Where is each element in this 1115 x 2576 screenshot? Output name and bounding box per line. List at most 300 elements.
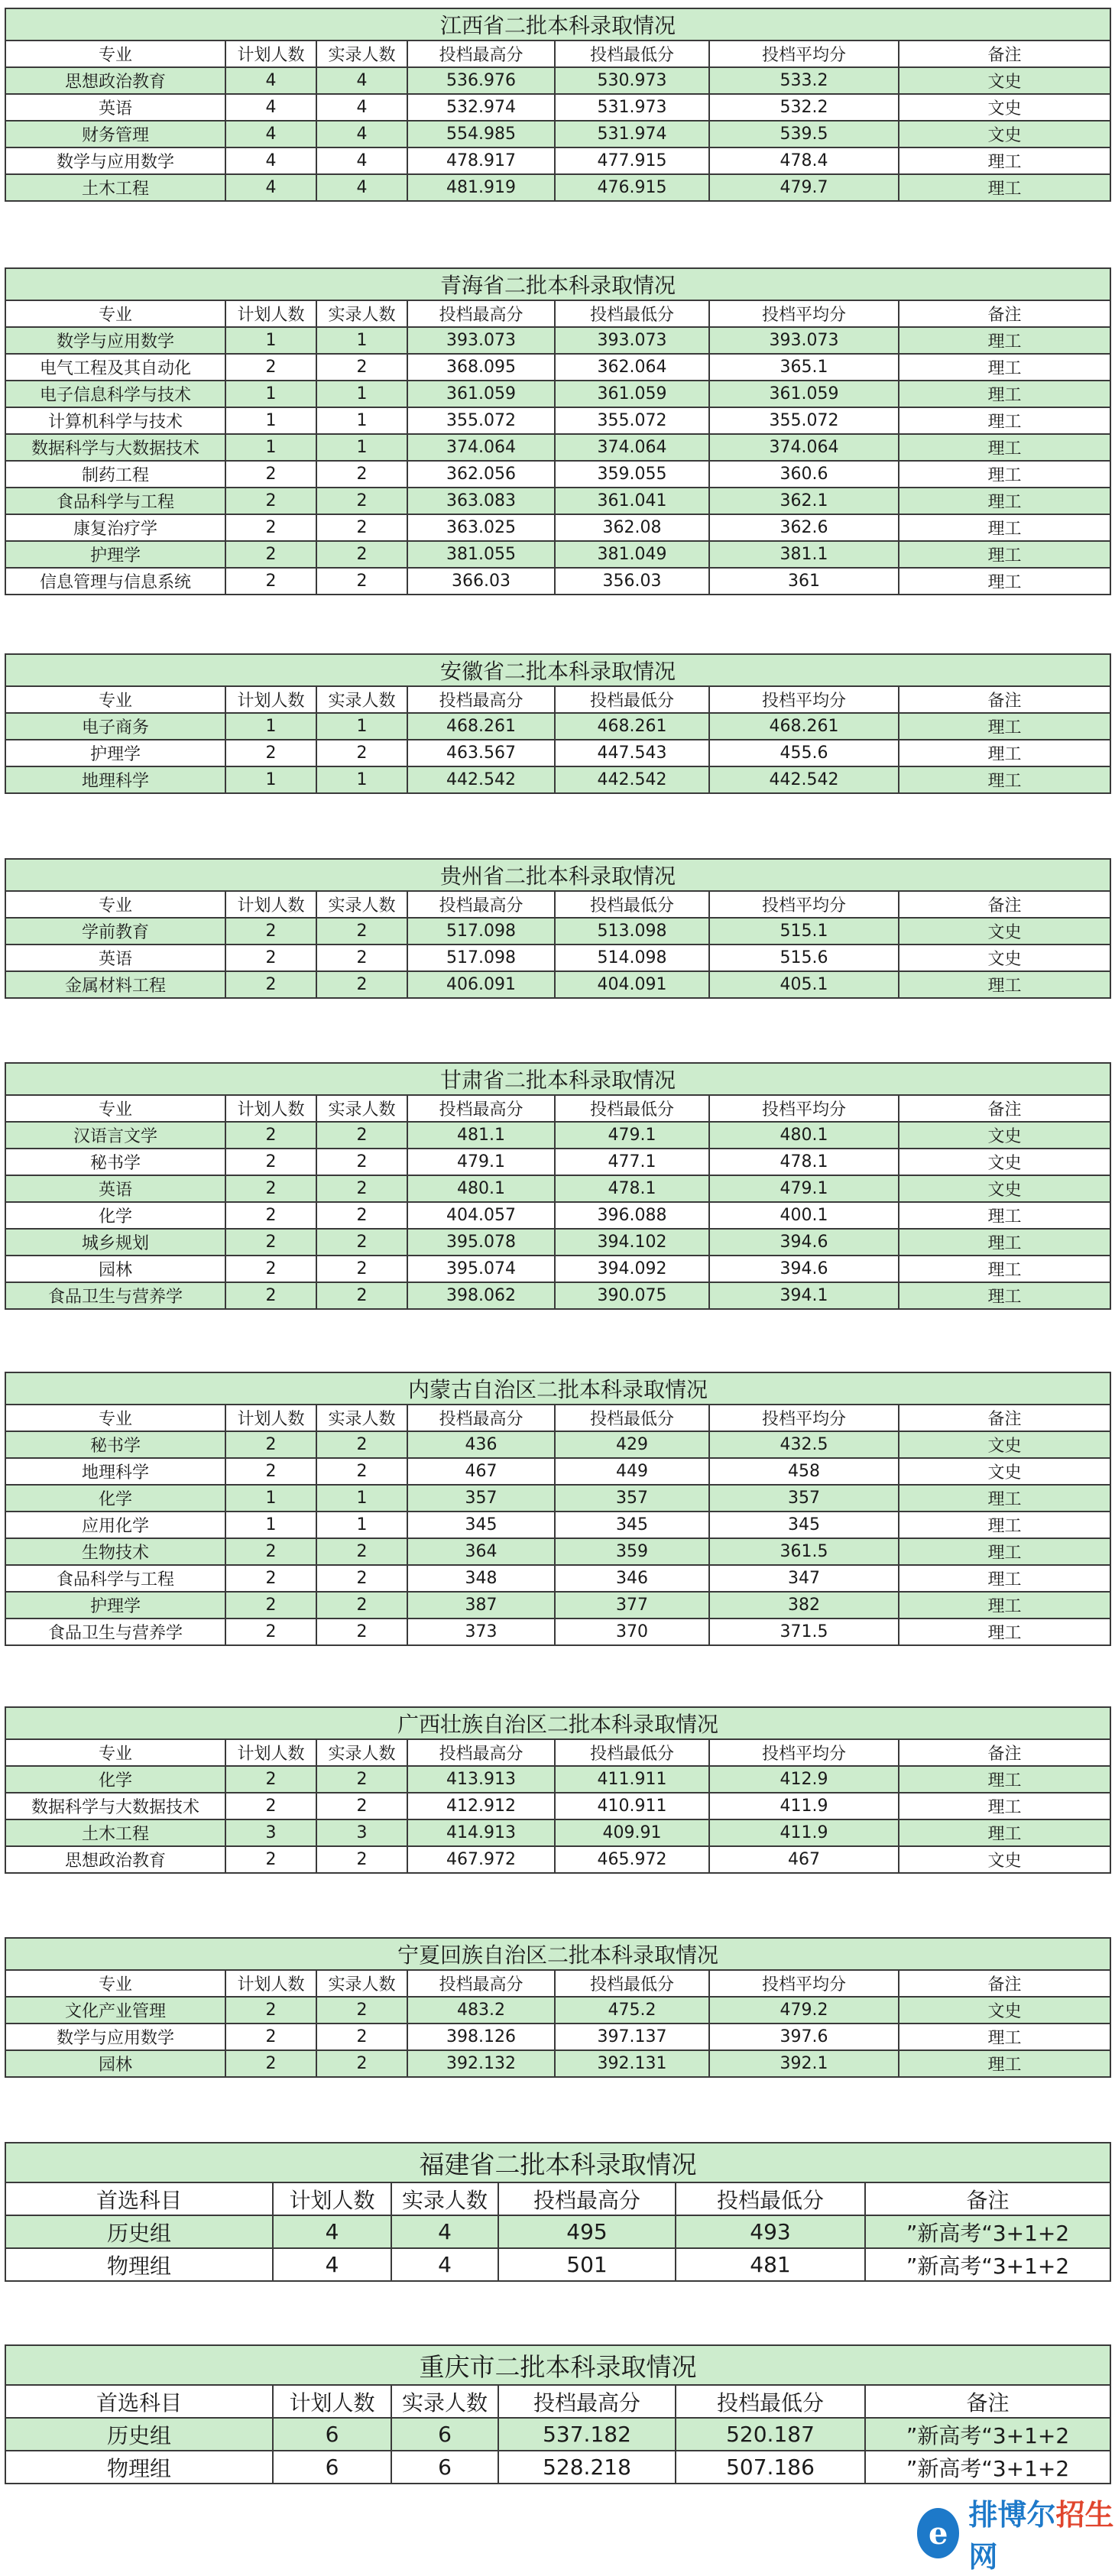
- table-cell: 2: [316, 1282, 407, 1309]
- table-cell: 517.098: [407, 945, 555, 971]
- column-header: 实录人数: [316, 300, 407, 327]
- table-row: [5, 1256, 1110, 1282]
- table-row: [5, 1997, 1110, 2024]
- table-cell: 4: [225, 174, 316, 201]
- table-cell: 364: [407, 1538, 555, 1565]
- table-row: [5, 174, 1110, 201]
- table-cell: 395.078: [407, 1229, 555, 1256]
- table-cell: 2: [225, 1997, 316, 2024]
- column-header: 备注: [899, 1739, 1110, 1766]
- table-cell: 501: [498, 2248, 676, 2281]
- table-cell: 理工: [899, 434, 1110, 461]
- column-header: 首选科目: [5, 2182, 273, 2215]
- table-title: 江西省二批本科录取情况: [5, 8, 1110, 41]
- admission-table-tables-4: [5, 1062, 1110, 1310]
- table-row: [5, 2050, 1110, 2077]
- table-cell: 362.6: [709, 514, 899, 541]
- table-cell: 2: [225, 740, 316, 766]
- table-cell: 理工: [899, 766, 1110, 793]
- table-cell: 355.072: [709, 407, 899, 434]
- table-cell: 2: [316, 1458, 407, 1485]
- table-row: [5, 1175, 1110, 1202]
- column-header: 计划人数: [225, 1970, 316, 1997]
- table-cell: 2: [225, 1592, 316, 1619]
- table-cell: 476.915: [555, 174, 709, 201]
- table-cell: 405.1: [709, 971, 899, 998]
- table-cell: 345: [555, 1512, 709, 1538]
- table-cell: 393.073: [555, 327, 709, 354]
- table-cell: 481: [676, 2248, 865, 2281]
- table-row: [5, 1512, 1110, 1538]
- table-cell: 1: [225, 713, 316, 740]
- table-cell: 文史: [899, 918, 1110, 945]
- table-cell: 478.4: [709, 147, 899, 174]
- table-title-row: [5, 859, 1110, 891]
- table-row: [5, 945, 1110, 971]
- column-header: 投档平均分: [709, 1970, 899, 1997]
- table-cell: 414.913: [407, 1819, 555, 1846]
- table-cell: 520.187: [676, 2418, 865, 2451]
- table-cell: 465.972: [555, 1846, 709, 1873]
- table-cell: 1: [316, 327, 407, 354]
- table-row: [5, 407, 1110, 434]
- column-header: 专业: [5, 1970, 225, 1997]
- table-cell: 2: [225, 945, 316, 971]
- table-cell: 2: [225, 488, 316, 514]
- column-header: 投档最低分: [676, 2182, 865, 2215]
- table-cell: 2: [225, 1256, 316, 1282]
- table-cell: 2: [316, 461, 407, 488]
- score-table: [5, 858, 1111, 999]
- column-header: 备注: [899, 891, 1110, 918]
- table-cell: 495: [498, 2215, 676, 2248]
- table-cell: 理工: [899, 1485, 1110, 1512]
- table-cell: 394.1: [709, 1282, 899, 1309]
- table-cell: 493: [676, 2215, 865, 2248]
- table-cell: 物理组: [5, 2451, 273, 2484]
- table-cell: 531.974: [555, 121, 709, 147]
- table-cell: 4: [316, 67, 407, 94]
- table-cell: 数据科学与大数据技术: [5, 1793, 225, 1819]
- table-cell: 480.1: [709, 1122, 899, 1149]
- table-cell: 479.1: [709, 1175, 899, 1202]
- column-header: 计划人数: [225, 686, 316, 713]
- table-cell: 406.091: [407, 971, 555, 998]
- column-header: 专业: [5, 300, 225, 327]
- column-header: 备注: [865, 2182, 1110, 2215]
- table-cell: 数学与应用数学: [5, 2024, 225, 2050]
- table-cell: 化学: [5, 1766, 225, 1793]
- table-cell: 392.1: [709, 2050, 899, 2077]
- logo-text-c: 网: [968, 2540, 998, 2574]
- table-row: [5, 918, 1110, 945]
- table-cell: 数学与应用数学: [5, 147, 225, 174]
- table-cell: 368.095: [407, 354, 555, 381]
- table-cell: 468.261: [555, 713, 709, 740]
- admission-table-tables-1: [5, 267, 1110, 595]
- column-header: 投档平均分: [709, 686, 899, 713]
- table-cell: 404.057: [407, 1202, 555, 1229]
- table-row: [5, 1592, 1110, 1619]
- table-cell: 城乡规划: [5, 1229, 225, 1256]
- table-cell: 370: [555, 1619, 709, 1645]
- table-cell: 442.542: [555, 766, 709, 793]
- table-title-row: [5, 8, 1110, 41]
- table-cell: 理工: [899, 407, 1110, 434]
- column-header: 备注: [865, 2385, 1110, 2418]
- column-header: 专业: [5, 1095, 225, 1122]
- table-row: [5, 971, 1110, 998]
- table-title: 内蒙古自治区二批本科录取情况: [5, 1372, 1110, 1405]
- column-header: 投档最高分: [407, 1095, 555, 1122]
- table-cell: 1: [316, 381, 407, 407]
- table-cell: 理工: [899, 1512, 1110, 1538]
- table-cell: 413.913: [407, 1766, 555, 1793]
- table-cell: 秘书学: [5, 1431, 225, 1458]
- table-cell: 2: [225, 1619, 316, 1645]
- table-cell: 537.182: [498, 2418, 676, 2451]
- table-cell: 4: [391, 2215, 498, 2248]
- table-cell: 1: [225, 766, 316, 793]
- table-title: 福建省二批本科录取情况: [5, 2143, 1110, 2182]
- table-header-row: [5, 2182, 1110, 2215]
- table-row: [5, 147, 1110, 174]
- table-cell: 1: [225, 434, 316, 461]
- site-logo: [917, 2498, 1115, 2574]
- table-cell: 2: [225, 2024, 316, 2050]
- table-cell: 2: [225, 461, 316, 488]
- table-row: [5, 1819, 1110, 1846]
- table-cell: 2: [316, 740, 407, 766]
- table-cell: 436: [407, 1431, 555, 1458]
- column-header: 投档最低分: [555, 300, 709, 327]
- table-cell: ”新高考“3+1+2: [865, 2248, 1110, 2281]
- table-cell: 2: [316, 971, 407, 998]
- table-cell: 1: [225, 381, 316, 407]
- table-cell: 英语: [5, 94, 225, 121]
- score-table: [5, 8, 1111, 202]
- table-cell: 1: [316, 407, 407, 434]
- table-cell: 362.08: [555, 514, 709, 541]
- table-cell: 理工: [899, 2024, 1110, 2050]
- table-row: [5, 2215, 1110, 2248]
- table-row: [5, 1229, 1110, 1256]
- table-cell: 地理科学: [5, 766, 225, 793]
- table-cell: 479.1: [555, 1122, 709, 1149]
- table-title: 安徽省二批本科录取情况: [5, 654, 1110, 686]
- table-cell: 515.1: [709, 918, 899, 945]
- table-cell: 411.911: [555, 1766, 709, 1793]
- table-header-row: [5, 1739, 1110, 1766]
- table-cell: 345: [709, 1512, 899, 1538]
- table-cell: 2: [316, 945, 407, 971]
- table-cell: 4: [273, 2248, 391, 2281]
- table-cell: 生物技术: [5, 1538, 225, 1565]
- table-cell: 355.072: [407, 407, 555, 434]
- table-cell: 468.261: [709, 713, 899, 740]
- logo-e-icon: e: [917, 2508, 959, 2558]
- column-header: 投档平均分: [709, 1739, 899, 1766]
- admission-table-tables-7: [5, 1937, 1110, 2078]
- table-cell: 362.064: [555, 354, 709, 381]
- column-header: 备注: [899, 1405, 1110, 1431]
- table-cell: 477.915: [555, 147, 709, 174]
- table-row: [5, 1793, 1110, 1819]
- table-cell: 366.03: [407, 568, 555, 595]
- admission-table-tables_new-0: [5, 2142, 1110, 2282]
- table-cell: 理工: [899, 1766, 1110, 1793]
- table-cell: 458: [709, 1458, 899, 1485]
- table-cell: 517.098: [407, 918, 555, 945]
- table-cell: 398.126: [407, 2024, 555, 2050]
- table-cell: 理工: [899, 147, 1110, 174]
- admission-table-tables-6: [5, 1706, 1110, 1874]
- table-cell: 理工: [899, 381, 1110, 407]
- column-header: 专业: [5, 686, 225, 713]
- table-cell: 2: [225, 541, 316, 568]
- table-cell: 2: [316, 1229, 407, 1256]
- table-row: [5, 381, 1110, 407]
- table-cell: 479.7: [709, 174, 899, 201]
- admission-table-tables-3: [5, 858, 1110, 999]
- column-header: 投档最低分: [555, 686, 709, 713]
- score-table: [5, 1937, 1111, 2078]
- table-cell: 397.6: [709, 2024, 899, 2050]
- table-cell: 4: [316, 147, 407, 174]
- table-cell: 455.6: [709, 740, 899, 766]
- score-table: [5, 2344, 1111, 2484]
- table-row: [5, 121, 1110, 147]
- table-cell: 思想政治教育: [5, 1846, 225, 1873]
- table-cell: 2: [225, 1175, 316, 1202]
- table-cell: 理工: [899, 1202, 1110, 1229]
- table-cell: 387: [407, 1592, 555, 1619]
- table-cell: 400.1: [709, 1202, 899, 1229]
- table-cell: 394.6: [709, 1229, 899, 1256]
- table-cell: 2: [225, 971, 316, 998]
- table-cell: 363.083: [407, 488, 555, 514]
- table-header-row: [5, 686, 1110, 713]
- table-cell: 478.1: [555, 1175, 709, 1202]
- table-cell: 2: [225, 2050, 316, 2077]
- column-header: 计划人数: [225, 41, 316, 67]
- table-cell: 4: [273, 2215, 391, 2248]
- table-row: [5, 1458, 1110, 1485]
- column-header: 备注: [899, 300, 1110, 327]
- logo-text: [968, 2491, 1115, 2575]
- table-cell: 480.1: [407, 1175, 555, 1202]
- table-cell: 2: [225, 1229, 316, 1256]
- table-cell: 2: [225, 1122, 316, 1149]
- table-cell: 1: [316, 1485, 407, 1512]
- table-cell: 362.056: [407, 461, 555, 488]
- table-cell: 历史组: [5, 2418, 273, 2451]
- table-cell: 2: [316, 514, 407, 541]
- table-cell: 371.5: [709, 1619, 899, 1645]
- column-header: 投档最高分: [498, 2385, 676, 2418]
- table-header-row: [5, 1970, 1110, 1997]
- table-cell: 电子商务: [5, 713, 225, 740]
- table-row: [5, 1766, 1110, 1793]
- table-cell: 409.91: [555, 1819, 709, 1846]
- table-cell: 2: [316, 541, 407, 568]
- table-cell: 1: [225, 1512, 316, 1538]
- table-header-row: [5, 1405, 1110, 1431]
- table-cell: 2: [225, 1565, 316, 1592]
- table-cell: 理工: [899, 174, 1110, 201]
- table-cell: 理工: [899, 1793, 1110, 1819]
- table-row: [5, 1149, 1110, 1175]
- table-row: [5, 766, 1110, 793]
- table-cell: 3: [225, 1819, 316, 1846]
- table-cell: 理工: [899, 1592, 1110, 1619]
- table-cell: 481.1: [407, 1122, 555, 1149]
- table-cell: 479.1: [407, 1149, 555, 1175]
- table-cell: 2: [225, 1766, 316, 1793]
- table-cell: 数据科学与大数据技术: [5, 434, 225, 461]
- table-cell: 文史: [899, 1175, 1110, 1202]
- table-row: [5, 1619, 1110, 1645]
- table-row: [5, 461, 1110, 488]
- table-cell: 2: [316, 1793, 407, 1819]
- column-header: 投档最高分: [407, 41, 555, 67]
- table-cell: 土木工程: [5, 174, 225, 201]
- table-title-row: [5, 654, 1110, 686]
- table-cell: 2: [316, 1846, 407, 1873]
- table-cell: 393.073: [407, 327, 555, 354]
- table-cell: 文史: [899, 1997, 1110, 2024]
- table-cell: 物理组: [5, 2248, 273, 2281]
- table-cell: 382: [709, 1592, 899, 1619]
- table-row: [5, 354, 1110, 381]
- table-cell: 理工: [899, 1819, 1110, 1846]
- table-cell: 英语: [5, 1175, 225, 1202]
- table-cell: 电气工程及其自动化: [5, 354, 225, 381]
- table-cell: 348: [407, 1565, 555, 1592]
- table-cell: 财务管理: [5, 121, 225, 147]
- table-cell: 理工: [899, 740, 1110, 766]
- table-cell: 文史: [899, 945, 1110, 971]
- logo-text-b: 招生: [1055, 2498, 1114, 2532]
- table-cell: 381.055: [407, 541, 555, 568]
- table-cell: 6: [391, 2418, 498, 2451]
- table-cell: 信息管理与信息系统: [5, 568, 225, 595]
- column-header: 专业: [5, 1739, 225, 1766]
- table-cell: 513.098: [555, 918, 709, 945]
- table-cell: 481.919: [407, 174, 555, 201]
- column-header: 投档最低分: [555, 1095, 709, 1122]
- table-title-row: [5, 1938, 1110, 1970]
- table-cell: 355.072: [555, 407, 709, 434]
- table-cell: 园林: [5, 1256, 225, 1282]
- table-cell: 357: [555, 1485, 709, 1512]
- table-header-row: [5, 41, 1110, 67]
- table-title-row: [5, 2143, 1110, 2182]
- table-cell: 4: [316, 121, 407, 147]
- table-cell: 447.543: [555, 740, 709, 766]
- column-header: 实录人数: [391, 2182, 498, 2215]
- table-cell: 文史: [899, 1122, 1110, 1149]
- table-cell: 361.041: [555, 488, 709, 514]
- column-header: 投档最高分: [407, 1739, 555, 1766]
- column-header: 专业: [5, 1405, 225, 1431]
- column-header: 投档平均分: [709, 891, 899, 918]
- table-title-row: [5, 268, 1110, 300]
- table-row: [5, 1282, 1110, 1309]
- table-row: [5, 514, 1110, 541]
- table-cell: 397.137: [555, 2024, 709, 2050]
- table-cell: 393.073: [709, 327, 899, 354]
- column-header: 实录人数: [316, 1095, 407, 1122]
- table-cell: 2: [316, 1538, 407, 1565]
- table-row: [5, 1122, 1110, 1149]
- column-header: 投档平均分: [709, 300, 899, 327]
- table-cell: 护理学: [5, 541, 225, 568]
- table-cell: 374.064: [407, 434, 555, 461]
- table-cell: 467.972: [407, 1846, 555, 1873]
- table-cell: 345: [407, 1512, 555, 1538]
- table-cell: 2: [316, 1565, 407, 1592]
- table-cell: 357: [709, 1485, 899, 1512]
- table-row: [5, 2418, 1110, 2451]
- table-cell: 394.092: [555, 1256, 709, 1282]
- table-cell: 化学: [5, 1202, 225, 1229]
- table-cell: 359: [555, 1538, 709, 1565]
- table-cell: 2: [225, 1282, 316, 1309]
- table-cell: 电子信息科学与技术: [5, 381, 225, 407]
- column-header: 专业: [5, 891, 225, 918]
- table-cell: 442.542: [407, 766, 555, 793]
- table-cell: 392.131: [555, 2050, 709, 2077]
- table-cell: ”新高考“3+1+2: [865, 2451, 1110, 2484]
- column-header: 投档平均分: [709, 1095, 899, 1122]
- table-title: 青海省二批本科录取情况: [5, 268, 1110, 300]
- table-cell: 515.6: [709, 945, 899, 971]
- column-header: 专业: [5, 41, 225, 67]
- table-cell: 2: [225, 1458, 316, 1485]
- column-header: 投档最低分: [555, 1739, 709, 1766]
- table-row: [5, 1846, 1110, 1873]
- table-title-row: [5, 1063, 1110, 1095]
- table-cell: 381.1: [709, 541, 899, 568]
- column-header: 备注: [899, 41, 1110, 67]
- table-cell: 2: [316, 1149, 407, 1175]
- table-cell: 2: [316, 1997, 407, 2024]
- table-cell: 478.1: [709, 1149, 899, 1175]
- table-cell: 346: [555, 1565, 709, 1592]
- table-cell: 理工: [899, 1229, 1110, 1256]
- table-cell: 园林: [5, 2050, 225, 2077]
- table-cell: 412.912: [407, 1793, 555, 1819]
- table-cell: 374.064: [709, 434, 899, 461]
- table-cell: 理工: [899, 1256, 1110, 1282]
- admission-table-tables-2: [5, 653, 1110, 794]
- table-cell: 6: [273, 2451, 391, 2484]
- table-title: 贵州省二批本科录取情况: [5, 859, 1110, 891]
- table-cell: 533.2: [709, 67, 899, 94]
- table-title-row: [5, 1372, 1110, 1405]
- table-cell: 思想政治教育: [5, 67, 225, 94]
- table-cell: 396.088: [555, 1202, 709, 1229]
- admission-table-tables_new-1: [5, 2344, 1110, 2484]
- logo-text-a: 排博尔: [968, 2498, 1056, 2532]
- table-row: [5, 740, 1110, 766]
- table-cell: 412.9: [709, 1766, 899, 1793]
- table-header-row: [5, 2385, 1110, 2418]
- score-table: [5, 653, 1111, 794]
- table-cell: 361.5: [709, 1538, 899, 1565]
- table-cell: 2: [225, 1202, 316, 1229]
